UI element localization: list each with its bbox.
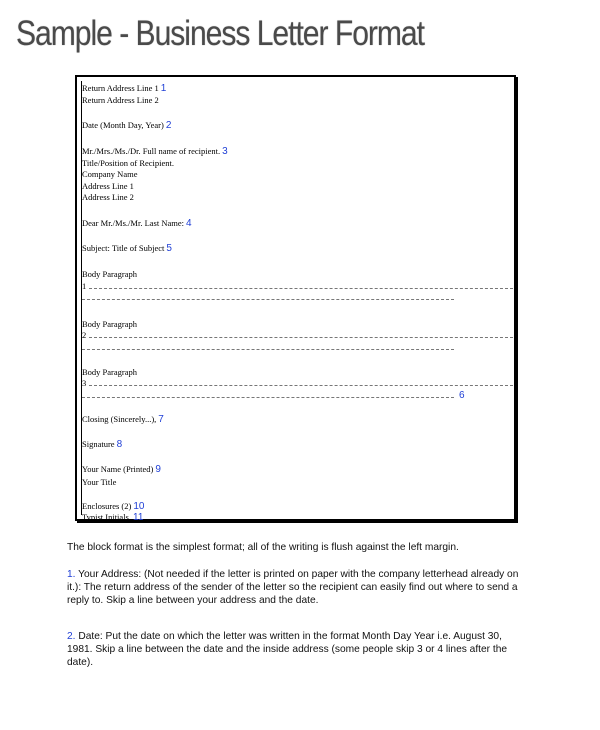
body-paragraph-1-label: Body Paragraph	[82, 269, 138, 279]
item-2-number: 2.	[67, 631, 76, 642]
body-paragraph-1-rule-2	[82, 299, 454, 301]
marker-10: 10	[133, 501, 145, 512]
body-paragraph-3-number: 3	[82, 378, 87, 388]
subject-line: Subject: Title of Subject 5	[82, 243, 172, 254]
body-paragraph-3-rule-1	[89, 385, 513, 387]
intro-paragraph: The block format is the simplest format; all of the writing is flush against the left margin.	[67, 542, 459, 553]
item-1-number: 1.	[67, 569, 76, 580]
signature-line: Signature 8	[82, 439, 123, 450]
page-title: Sample - Business Letter Format	[16, 14, 424, 53]
address-line-1: Address Line 1	[82, 181, 134, 191]
item-2-text: Date: Put the date on which the letter was written in the format Month Day Year i.e. August 30, 1981. Skip a line between the date and the inside address (some people skip 3 or 4 lines after the date).	[67, 631, 508, 669]
return-address-line-1: Return Address Line 1 1	[82, 83, 167, 94]
body-paragraph-2-label: Body Paragraph	[82, 319, 138, 329]
marker-2: 2	[165, 120, 172, 131]
body-paragraph-2-rule-2	[82, 349, 454, 351]
body-paragraph-1-number: 1	[82, 281, 87, 291]
body-paragraph-3-rule-2	[82, 397, 454, 399]
marker-7: 7	[158, 414, 164, 425]
item-2-paragraph	[67, 630, 527, 670]
item-1-text: Your Address: (Not needed if the letter is printed on paper with the company letterhead already on it.): The return address of the sender of the letter so the recipient can easily find out where to send a reply to. Skip a line between your address and the date.	[67, 569, 519, 607]
marker-11: 11	[133, 512, 144, 523]
marker-8: 8	[116, 439, 123, 450]
your-name-line: Your Name (Printed) 9	[82, 464, 161, 475]
marker-1: 1	[160, 83, 167, 94]
date-line: Date (Month Day, Year) 2	[82, 120, 172, 131]
marker-6: 6	[459, 390, 465, 401]
marker-3: 3	[222, 146, 228, 157]
address-line-2: Address Line 2	[82, 192, 134, 202]
enclosures-line: Enclosures (2) 10	[82, 501, 145, 512]
marker-4: 4	[185, 218, 192, 229]
your-title-line: Your Title	[82, 477, 117, 487]
body-paragraph-3-label: Body Paragraph	[82, 367, 138, 377]
item-1-paragraph	[67, 568, 527, 608]
letter-template-box	[75, 75, 516, 521]
recipient-title-line: Title/Position of Recipient.	[82, 158, 175, 168]
typist-initials-line: Typist Initials. 11	[82, 512, 144, 523]
marker-9: 9	[155, 464, 161, 475]
marker-5: 5	[166, 243, 172, 254]
body-paragraph-1-rule-1	[89, 288, 513, 290]
salutation-line: Dear Mr./Ms./Mr. Last Name: 4	[82, 218, 192, 229]
body-paragraph-2-number: 2	[82, 330, 87, 340]
return-address-line-2: Return Address Line 2	[82, 95, 159, 105]
body-paragraph-2-rule-1	[89, 337, 513, 339]
closing-line: Closing (Sincerely...), 7	[82, 414, 164, 425]
company-line: Company Name	[82, 169, 138, 179]
recipient-name-line: Mr./Mrs./Ms./Dr. Full name of recipient. 3	[82, 146, 228, 157]
